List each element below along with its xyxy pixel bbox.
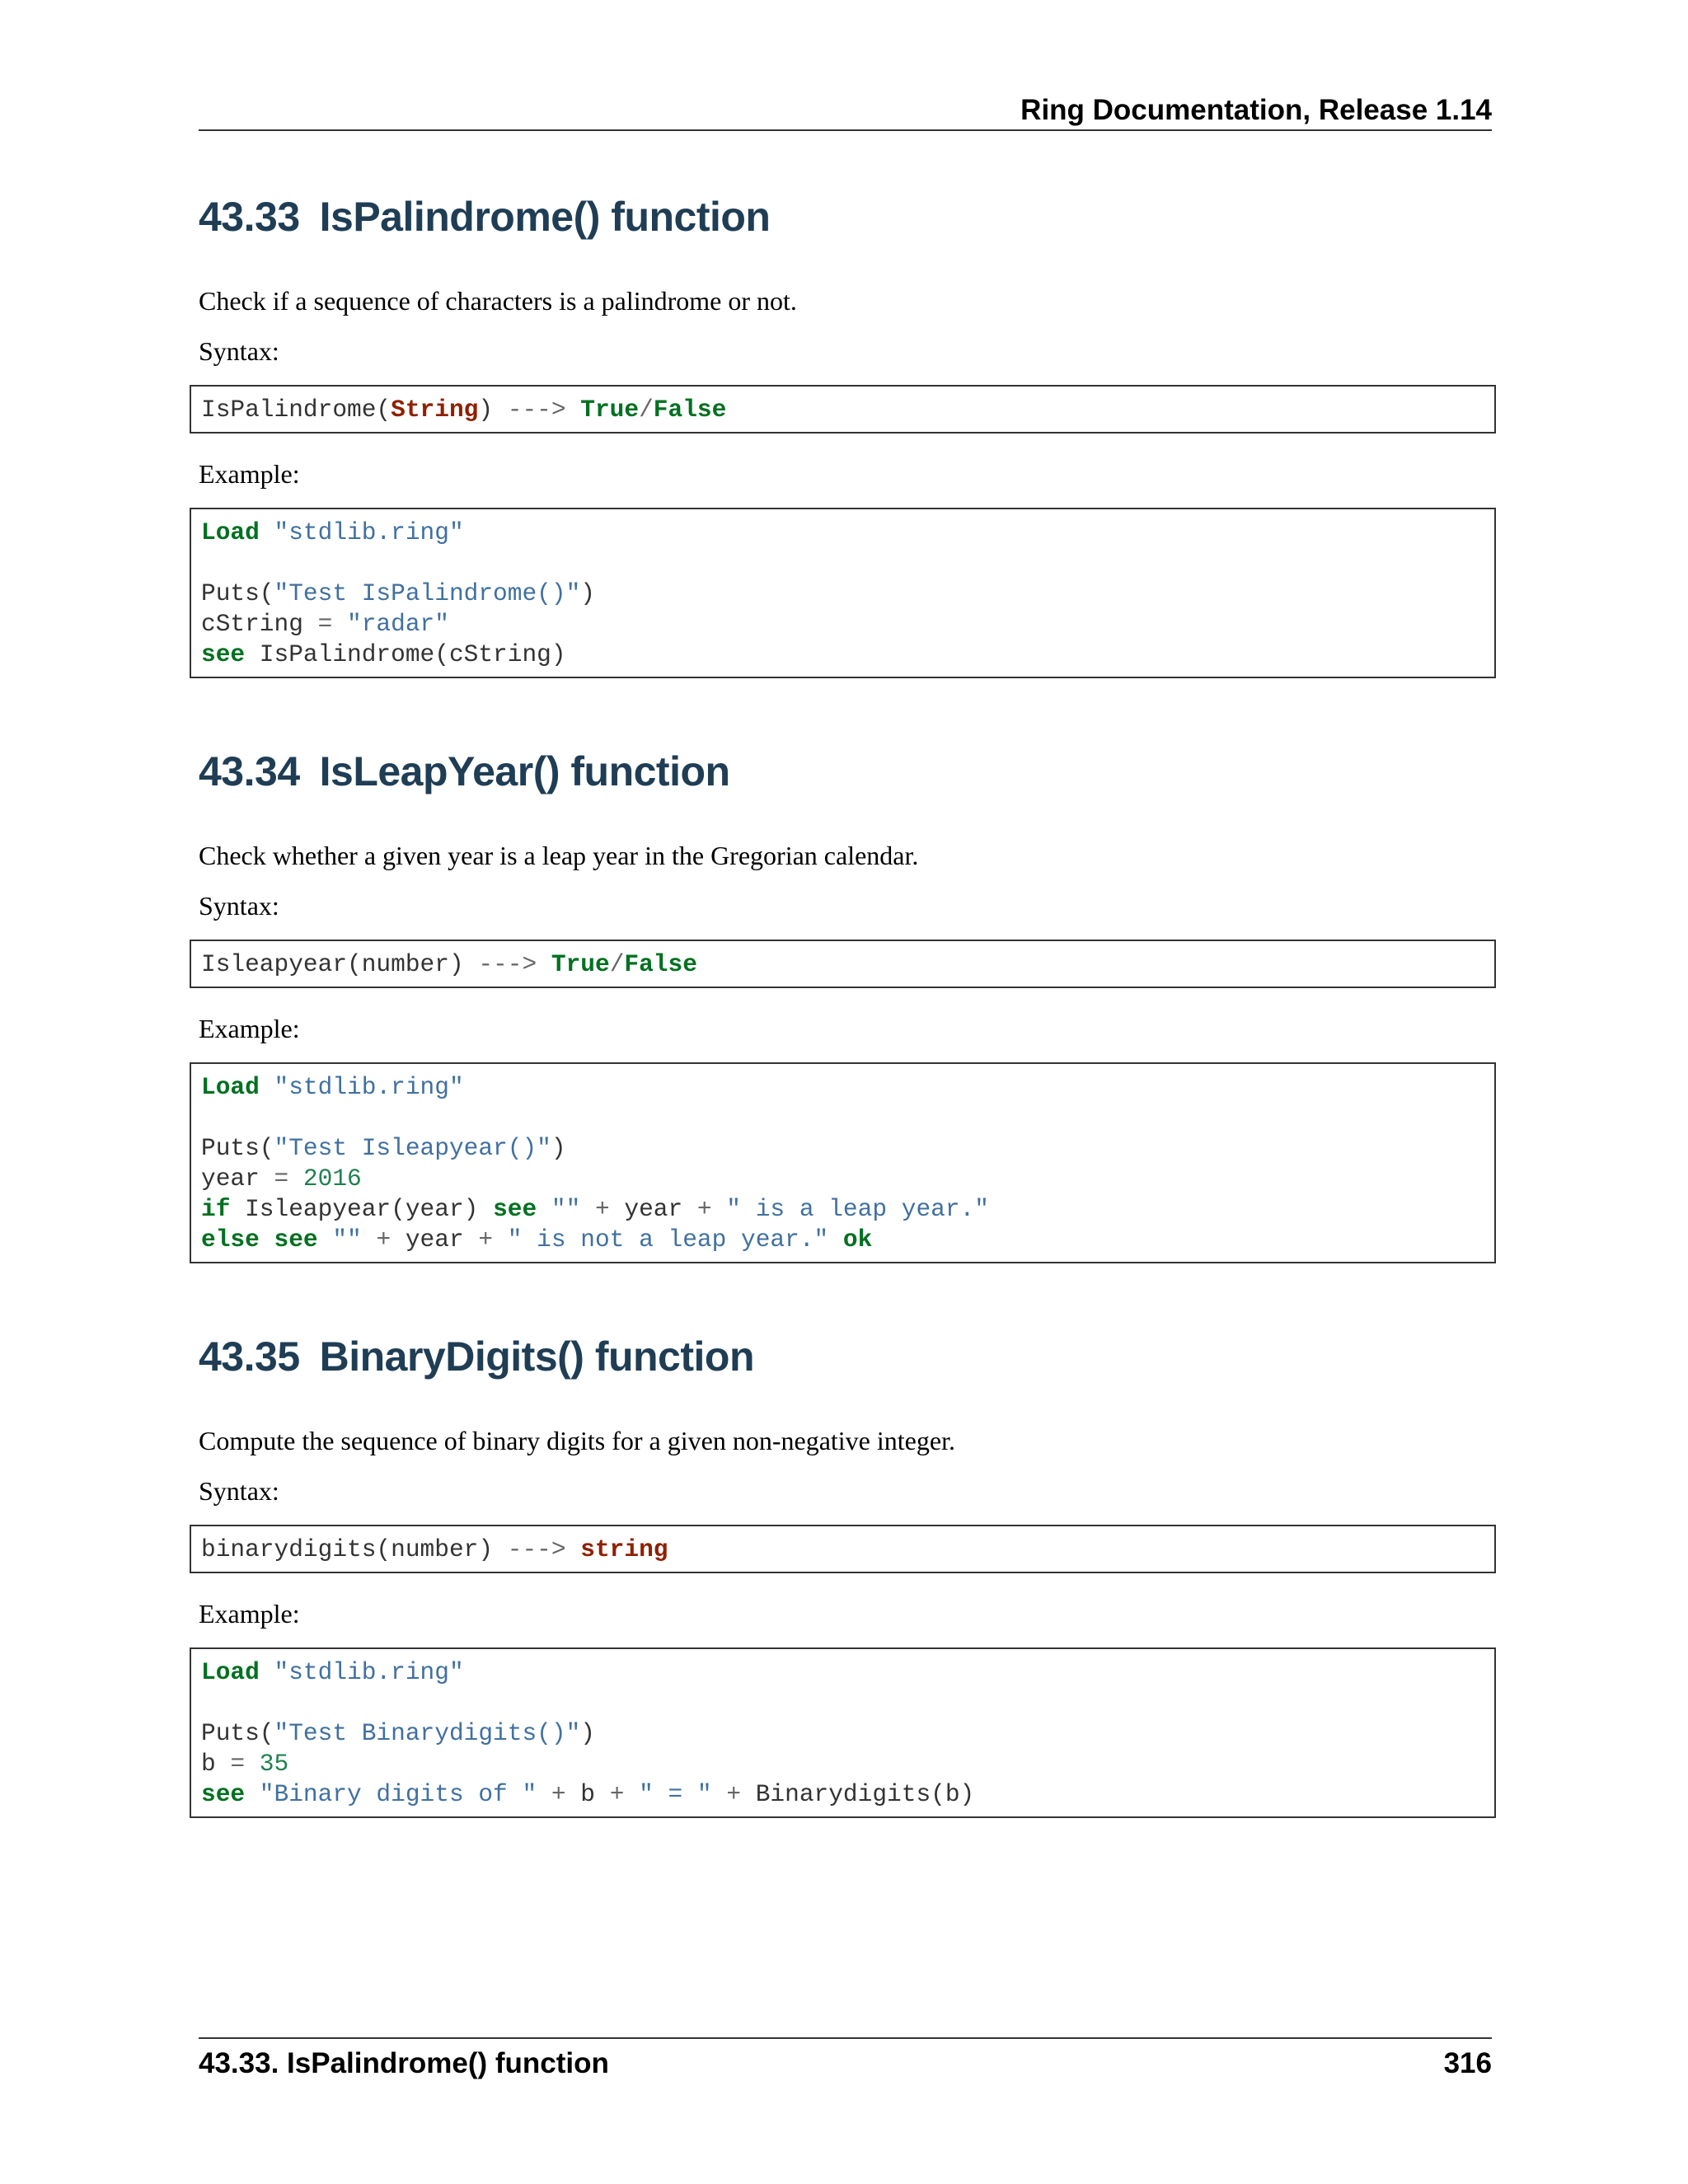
code-token: binarydigits(number) [201,1535,494,1563]
section-isleapyear [199,745,1504,1254]
section-name: IsLeapYear() function [319,748,730,794]
code-token: = [230,1750,246,1778]
code-token: + [726,1780,742,1808]
code-token: see [493,1195,537,1223]
code-token: IsPalindrome(cString) [245,640,566,668]
code-token: Isleapyear(year) [230,1195,494,1223]
code-token: b [201,1750,231,1778]
code-token: True [551,950,610,978]
code-token: ) [580,1719,595,1747]
code-token: + [609,1780,625,1808]
code-line [201,609,1484,640]
page-footer [199,2044,1492,2083]
code-line [201,1072,1484,1103]
code-token: / [609,950,625,978]
example-label: Example: [199,1599,300,1629]
code-token: "Test Binarydigits()" [274,1719,581,1747]
example-code-block [190,1062,1496,1263]
code-line [201,579,1484,609]
code-token: + [376,1226,392,1254]
code-line [201,640,1484,670]
code-token: "stdlib.ring" [274,1073,464,1101]
code-token: ---> [493,396,581,424]
code-token: b [565,1780,610,1808]
code-line [201,1749,1484,1779]
syntax-code-block [190,385,1496,434]
section-binarydigits [199,1330,1504,1808]
code-token: else [201,1226,260,1254]
code-token: "stdlib.ring" [274,518,464,546]
code-token: see [201,1780,246,1808]
section-name: BinaryDigits() function [319,1333,754,1380]
code-token: if [201,1195,231,1223]
section-description: Check if a sequence of characters is a palindrome or not. [199,286,797,316]
section-title[interactable] [199,190,1504,243]
code-token: = [317,610,333,638]
section-title[interactable] [199,1330,1504,1383]
code-token: year [609,1195,697,1223]
code-line [201,1133,1484,1164]
code-token: Load [201,1658,260,1686]
code-token: cString [201,610,318,638]
code-token: ok [828,1226,873,1254]
footer-section-link[interactable]: 43.33. IsPalindrome() function [199,2047,609,2079]
code-line [201,1103,1484,1133]
section-name: IsPalindrome() function [319,194,771,240]
header-divider [199,129,1492,131]
code-token: String [391,396,479,424]
code-token: + [696,1195,712,1223]
code-token: + [551,1780,566,1808]
code-token: "Binary digits of " [245,1780,537,1808]
syntax-label: Syntax: [199,1476,279,1506]
section-number: 43.33 [199,194,300,240]
page-number: 316 [1443,2047,1492,2079]
code-token: " is a leap year." [711,1195,989,1223]
code-line [201,949,1484,980]
code-token: ---> [463,950,551,978]
code-token: see [201,640,246,668]
code-token: "stdlib.ring" [274,1658,464,1686]
code-token: False [653,396,727,424]
section-description: Check whether a given year is a leap year in the Gregorian calendar. [199,841,919,870]
example-code-block [190,1647,1496,1818]
section-number: 43.34 [199,748,300,794]
code-line [201,1779,1484,1810]
code-token: IsPalindrome( [201,396,392,424]
code-token: "Test IsPalindrome()" [274,579,581,607]
code-token: ) [478,396,494,424]
code-token: Puts( [201,1719,274,1747]
code-token: Binarydigits(b) [741,1780,975,1808]
example-label: Example: [199,459,300,489]
code-line [201,1164,1484,1194]
code-line [201,1718,1484,1749]
code-token: year [391,1226,479,1254]
section-description: Compute the sequence of binary digits for a given non-negative integer. [199,1426,955,1455]
page-header [199,92,1492,129]
code-token: False [624,950,697,978]
code-token: "" [317,1226,362,1254]
code-token: "" [537,1195,581,1223]
section-number: 43.35 [199,1333,300,1380]
document-title: Ring Documentation, Release 1.14 [1020,94,1492,126]
syntax-label: Syntax: [199,891,279,921]
code-token: ) [580,579,595,607]
syntax-code-block [190,940,1496,988]
code-line [201,1225,1484,1255]
syntax-label: Syntax: [199,336,279,366]
code-line [201,548,1484,579]
code-token: 2016 [288,1165,362,1193]
code-token: "radar" [332,610,449,638]
footer-divider [199,2037,1492,2039]
example-label: Example: [199,1014,300,1043]
code-token: Isleapyear(number) [201,950,464,978]
code-token: " = " [624,1780,712,1808]
code-token: / [639,396,654,424]
code-token: string [580,1535,668,1563]
code-token: Puts( [201,579,274,607]
code-line [201,395,1484,425]
code-token: + [594,1195,610,1223]
code-line [201,1657,1484,1688]
code-token: " is not a leap year." [493,1226,829,1254]
code-token: Load [201,1073,260,1101]
code-token: Puts( [201,1134,274,1162]
code-token: "Test Isleapyear()" [274,1134,551,1162]
code-token: 35 [245,1750,289,1778]
section-title[interactable] [199,745,1504,798]
code-line [201,1535,1484,1565]
syntax-code-block [190,1525,1496,1573]
code-line [201,518,1484,548]
code-token: + [478,1226,494,1254]
code-token: Load [201,518,260,546]
section-ispalindrome [199,190,1504,668]
code-token: = [274,1165,289,1193]
code-token: ---> [493,1535,581,1563]
code-token: see [259,1226,318,1254]
code-token: True [580,396,640,424]
code-token: year [201,1165,274,1193]
code-line [201,1194,1484,1225]
example-code-block [190,508,1496,678]
code-token: ) [551,1134,566,1162]
code-line [201,1688,1484,1718]
